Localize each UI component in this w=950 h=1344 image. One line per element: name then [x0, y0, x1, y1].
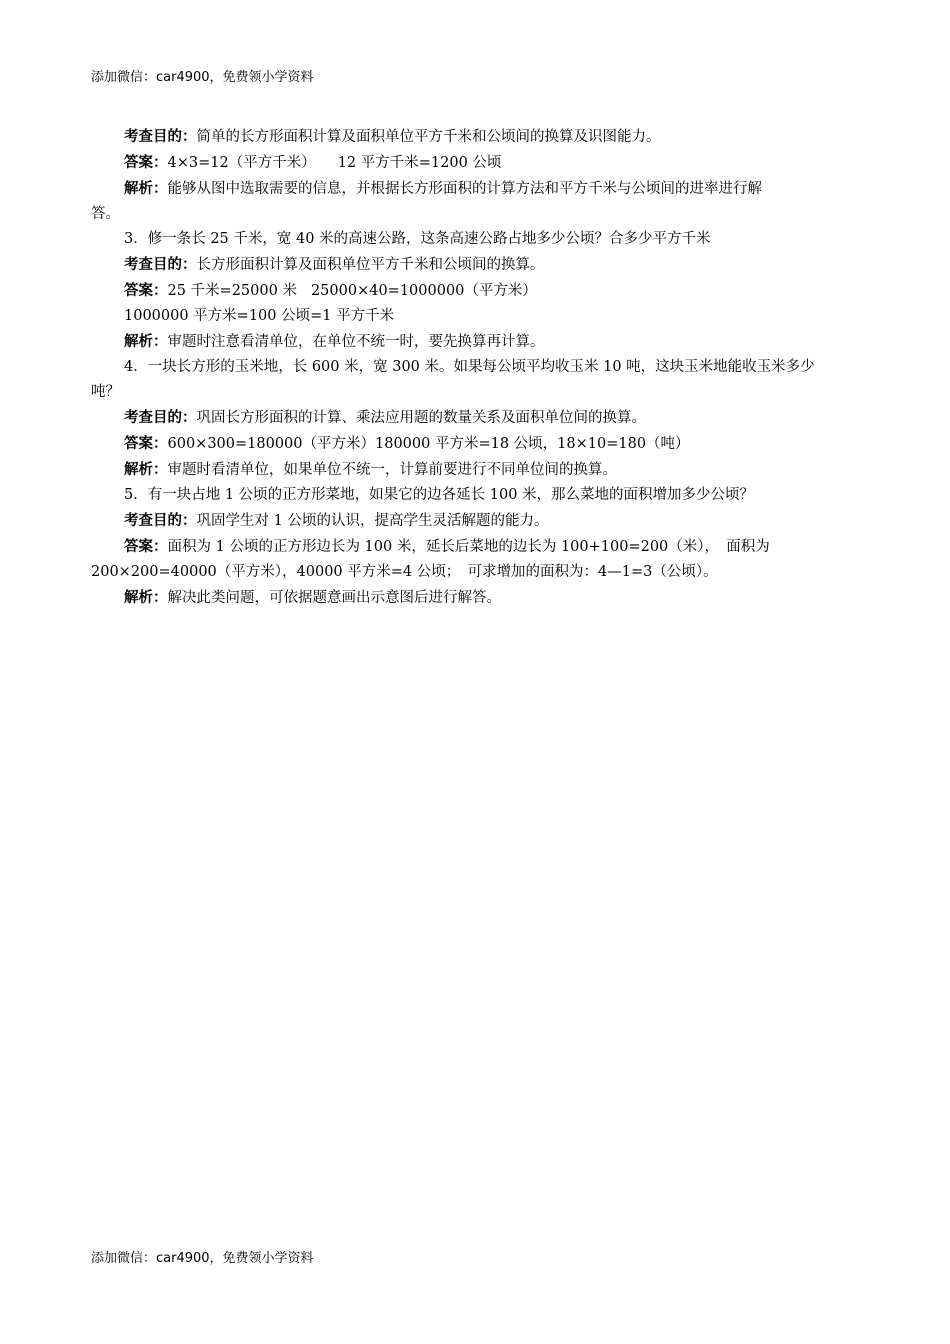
q4-question: 4．一块长方形的玉米地，长 600 米，宽 300 米。如果每公顷平均收玉米 10 吨，这块玉米地能收玉米多少	[124, 359, 815, 375]
q2-analysis-text: 能够从图中选取需要的信息，并根据长方形面积的计算方法和平方千米与公顷间的进率进行解	[167, 181, 762, 197]
q3-answer-cont: 1000000 平方米=100 公顷=1 平方千米	[124, 308, 395, 324]
q5-purpose-text: 巩固学生对 1 公顷的认识，提高学生灵活解题的能力。	[196, 513, 549, 529]
q3-answer	[91, 278, 863, 304]
q4-purpose	[91, 405, 863, 431]
analysis-label: 解析：	[124, 180, 168, 197]
footer-note: 添加微信：car4900，免费领小学资料	[91, 1251, 314, 1266]
q3-purpose	[91, 252, 863, 278]
q3-answer-b: 25000×40=1000000（平方米）	[310, 283, 537, 299]
answer-label: 答案：	[124, 154, 168, 171]
q2-purpose-text: 简单的长方形面积计算及面积单位平方千米和公顷间的换算及识图能力。	[196, 129, 661, 145]
document-body	[91, 124, 863, 611]
q4-purpose-text: 巩固长方形面积的计算、乘法应用题的数量关系及面积单位间的换算。	[196, 410, 646, 426]
analysis-label: 解析：	[124, 333, 168, 350]
q4-answer	[91, 431, 863, 457]
q2-purpose	[91, 124, 863, 150]
purpose-label: 考查目的：	[124, 512, 197, 529]
purpose-label: 考查目的：	[124, 256, 197, 273]
q5-answer	[91, 534, 863, 560]
q3-analysis	[91, 329, 863, 355]
q2-analysis-cont: 答。	[91, 206, 120, 222]
q4-answer-text: 600×300=180000（平方米）180000 平方米=18 公顷，18×10=180（吨）	[167, 436, 690, 452]
q2-answer-a: 4×3=12（平方千米）	[167, 155, 316, 171]
q2-answer	[91, 150, 863, 176]
answer-label: 答案：	[124, 538, 168, 555]
q2-analysis	[91, 176, 863, 202]
q5-analysis-text: 解决此类问题，可依据题意画出示意图后进行解答。	[167, 590, 501, 606]
q5-answer-text: 面积为 1 公顷的正方形边长为 100 米，延长后菜地的边长为 100+100=200（米）， 面积为	[167, 539, 770, 555]
q5-answer-cont: 200×200=40000（平方米），40000 平方米=4 公顷； 可求增加的面积为：4—1=3（公顷）。	[91, 564, 718, 580]
q3-answer-a: 25 千米=25000 米	[167, 283, 297, 299]
analysis-label: 解析：	[124, 589, 168, 606]
q5-purpose	[91, 508, 863, 534]
analysis-label: 解析：	[124, 461, 168, 478]
q4-analysis-text: 审题时看清单位，如果单位不统一，计算前要进行不同单位间的换算。	[167, 462, 617, 478]
answer-label: 答案：	[124, 435, 168, 452]
q2-answer-b: 12 平方千米=1200 公顷	[337, 155, 502, 171]
q5-question: 5．有一块占地 1 公顷的正方形菜地，如果它的边各延长 100 米，那么菜地的面积增加多少公顷？	[124, 487, 755, 503]
q3-question: 3．修一条长 25 千米，宽 40 米的高速公路，这条高速公路占地多少公顷？合多少平方千米	[124, 231, 711, 247]
q4-analysis	[91, 457, 863, 483]
header-note: 添加微信：car4900，免费领小学资料	[91, 70, 314, 85]
answer-label: 答案：	[124, 282, 168, 299]
q3-purpose-text: 长方形面积计算及面积单位平方千米和公顷间的换算。	[196, 257, 545, 273]
purpose-label: 考查目的：	[124, 409, 197, 426]
q4-question-cont: 吨？	[91, 384, 120, 400]
q3-analysis-text: 审题时注意看清单位，在单位不统一时，要先换算再计算。	[167, 334, 545, 350]
q5-analysis	[91, 585, 863, 611]
purpose-label: 考查目的：	[124, 128, 197, 145]
